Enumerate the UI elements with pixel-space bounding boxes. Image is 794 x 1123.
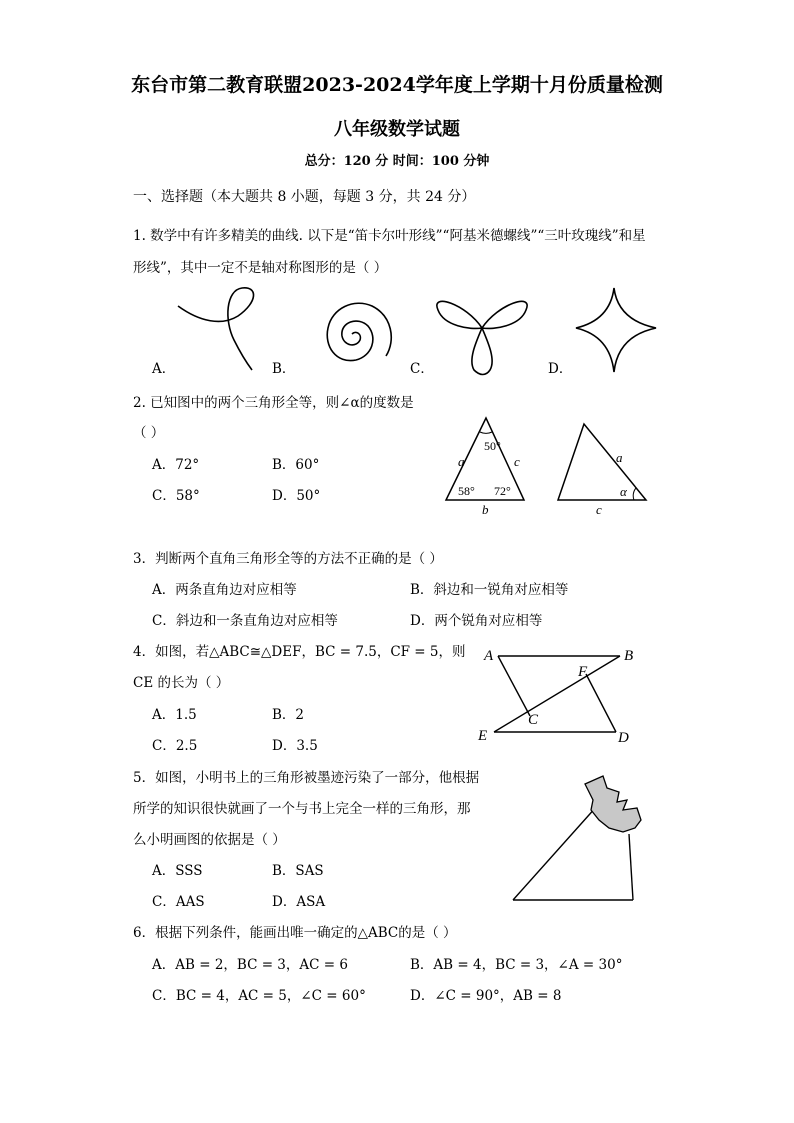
q6-option-d[interactable]: D．∠C = 90°，AB = 8 bbox=[410, 988, 562, 1004]
q2-option-c[interactable]: C．58° bbox=[152, 488, 200, 504]
q2-angle-alpha: α bbox=[620, 484, 627, 499]
q2-figure bbox=[440, 410, 660, 520]
q4-line1: 4．如图，若△ABC≅△DEF，BC = 7.5，CF = 5，则 bbox=[133, 644, 466, 660]
q3-option-a[interactable]: A．两条直角边对应相等 bbox=[152, 582, 297, 598]
q4-line2: CE 的长为（ ） bbox=[133, 675, 230, 691]
q1-line1: 1. 数学中有许多精美的曲线. 以下是“笛卡尔叶形线”“阿基米德螺线”“三叶玫瑰线”和星 bbox=[133, 228, 646, 244]
folium-curve bbox=[178, 288, 254, 370]
q5-line2: 所学的知识很快就画了一个与书上完全一样的三角形，那 bbox=[133, 801, 471, 817]
q2-side-a-right: a bbox=[616, 450, 623, 465]
q5-option-a[interactable]: A．SSS bbox=[152, 863, 203, 879]
q2-angle-br: 72° bbox=[494, 484, 511, 498]
q5-option-c[interactable]: C．AAS bbox=[152, 894, 205, 910]
q3-option-c[interactable]: C．斜边和一条直角边对应相等 bbox=[152, 613, 338, 629]
q2-option-b[interactable]: B．60° bbox=[272, 457, 320, 473]
q6-line1: 6．根据下列条件，能画出唯一确定的△ABC的是（ ） bbox=[133, 925, 457, 941]
q2-option-d[interactable]: D．50° bbox=[272, 488, 321, 504]
q4-option-d[interactable]: D．3.5 bbox=[272, 738, 318, 754]
q2-side-b-left: b bbox=[482, 502, 489, 517]
q2-option-a[interactable]: A．72° bbox=[152, 457, 200, 473]
q4-label-e: E bbox=[478, 728, 488, 744]
q6-option-a[interactable]: A．AB = 2，BC = 3，AC = 6 bbox=[152, 957, 348, 973]
exam-meta: 总分：120 分 时间：100 分钟 bbox=[304, 154, 490, 169]
rose-curve bbox=[437, 301, 527, 374]
astroid-curve bbox=[576, 288, 656, 372]
q3-line1: 3．判断两个直角三角形全等的方法不正确的是（ ） bbox=[133, 551, 443, 567]
q3-option-d[interactable]: D．两个锐角对应相等 bbox=[410, 613, 543, 629]
q2-line1: 2. 已知图中的两个三角形全等，则∠α的度数是 bbox=[133, 395, 414, 411]
q2-line2: （ ） bbox=[133, 425, 165, 441]
q2-angle-top: 50° bbox=[484, 439, 501, 453]
q4-label-c: C bbox=[528, 712, 539, 728]
q2-right-triangle bbox=[558, 424, 646, 500]
q1-figures bbox=[130, 280, 670, 380]
q3-option-b[interactable]: B．斜边和一锐角对应相等 bbox=[410, 582, 569, 598]
q5-line1: 5．如图，小明书上的三角形被墨迹污染了一部分，他根据 bbox=[133, 770, 480, 786]
ink-stain bbox=[585, 776, 641, 832]
q2-side-c-right: c bbox=[596, 502, 602, 517]
q4-label-b: B bbox=[624, 648, 634, 664]
q1-option-a[interactable]: A． bbox=[152, 361, 176, 377]
spiral-curve bbox=[327, 303, 391, 360]
q5-option-b[interactable]: B．SAS bbox=[272, 863, 324, 879]
q6-option-c[interactable]: C．BC = 4，AC = 5，∠C = 60° bbox=[152, 988, 366, 1004]
q4-label-d: D bbox=[618, 730, 629, 746]
q1-option-b[interactable]: B． bbox=[272, 361, 296, 377]
q6-option-b[interactable]: B．AB = 4，BC = 3，∠A = 30° bbox=[410, 957, 623, 973]
q4-option-b[interactable]: B．2 bbox=[272, 707, 305, 723]
q1-line2: 形线”，其中一定不是轴对称图形的是（ ） bbox=[133, 260, 388, 276]
q1-option-c[interactable]: C． bbox=[410, 361, 434, 377]
q5-option-d[interactable]: D．ASA bbox=[272, 894, 326, 910]
q4-option-c[interactable]: C．2.5 bbox=[152, 738, 198, 754]
exam-title: 东台市第二教育联盟2023-2024学年度上学期十月份质量检测 bbox=[131, 74, 663, 96]
q2-angle-bl: 58° bbox=[458, 484, 475, 498]
section-heading: 一、选择题（本大题共 8 小题，每题 3 分，共 24 分） bbox=[133, 189, 476, 205]
q2-side-c-left: c bbox=[514, 454, 520, 469]
q2-side-a-left: a bbox=[458, 454, 465, 469]
q4-figure bbox=[470, 640, 650, 750]
q4-option-a[interactable]: A．1.5 bbox=[152, 707, 197, 723]
exam-subtitle: 八年级数学试题 bbox=[334, 119, 460, 140]
q4-label-f: F bbox=[578, 664, 588, 680]
q5-line3: 么小明画图的依据是（ ） bbox=[133, 832, 286, 848]
q5-figure bbox=[505, 770, 655, 910]
q1-option-d[interactable]: D． bbox=[548, 361, 573, 377]
q4-label-a: A bbox=[484, 648, 494, 664]
